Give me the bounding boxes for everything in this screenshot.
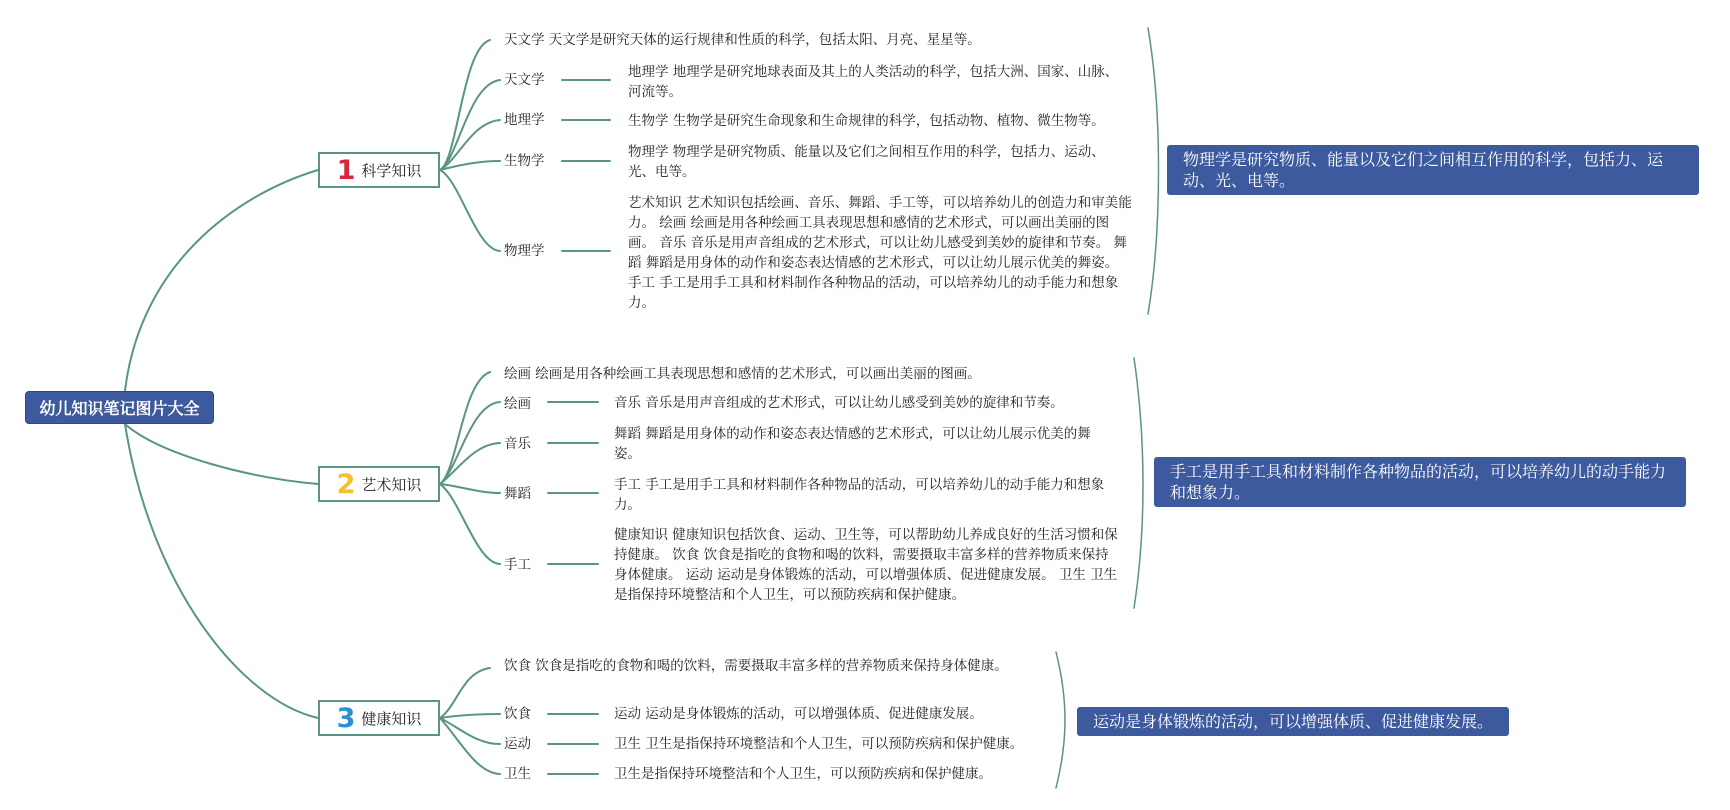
leaf-description[interactable]: 物理学 物理学是研究物质、能量以及它们之间相互作用的科学，包括力、运动、光、电等。	[628, 144, 1105, 180]
leaf-name[interactable]: 舞蹈	[504, 486, 531, 502]
leaf-name[interactable]: 手工	[504, 557, 531, 573]
root-node[interactable]: 幼儿知识笔记图片大全	[25, 391, 214, 424]
leaf-description[interactable]: 卫生是指保持环境整洁和个人卫生，可以预防疾病和保护健康。	[614, 766, 992, 782]
leaf-name[interactable]: 卫生	[504, 766, 531, 782]
leaf-name[interactable]: 运动	[504, 736, 531, 752]
leaf-top-text[interactable]: 天文学 天文学是研究天体的运行规律和性质的科学，包括太阳、月亮、星星等。	[504, 32, 981, 48]
summary-box-1[interactable]: 物理学是研究物质、能量以及它们之间相互作用的科学，包括力、运动、光、电等。	[1167, 145, 1699, 195]
root-to-branch-2	[125, 424, 318, 484]
bracket-2	[1134, 358, 1143, 608]
branch-label: 健康知识	[361, 709, 422, 728]
leaf-description[interactable]: 生物学 生物学是研究生命现象和生命规律的科学，包括动物、植物、微生物等。	[628, 113, 1105, 129]
leaf-description[interactable]: 地理学 地理学是研究地球表面及其上的人类活动的科学，包括大洲、国家、山脉、河流等。	[628, 64, 1119, 100]
number-marker: 1	[336, 154, 356, 186]
branch-node-3[interactable]	[318, 700, 440, 736]
leaf-description[interactable]: 健康知识 健康知识包括饮食、运动、卫生等，可以帮助幼儿养成良好的生活习惯和保持健康。 饮食 饮食是指吃的食物和喝的饮料，需要摄取丰富多样的营养物质来保持身体健康。 运动 运动是身体锻炼的活动，可以增强体质、促进健康发展。 卫生 卫生是指保持环境整洁和个人卫生，可以预防疾病和保护健康。	[614, 527, 1118, 603]
root-to-branch-3	[125, 424, 318, 718]
branch-node-1[interactable]	[318, 152, 440, 188]
branch-node-2[interactable]	[318, 466, 440, 502]
leaf-name[interactable]: 天文学	[504, 72, 545, 88]
branch-label: 艺术知识	[361, 475, 422, 494]
leaf-name[interactable]: 音乐	[504, 436, 531, 452]
number-marker: 2	[336, 468, 356, 500]
leaf-top-text[interactable]: 饮食 饮食是指吃的食物和喝的饮料，需要摄取丰富多样的营养物质来保持身体健康。	[504, 658, 1008, 674]
leaf-name[interactable]: 物理学	[504, 243, 545, 259]
leaf-description[interactable]: 手工 手工是用手工具和材料制作各种物品的活动，可以培养幼儿的动手能力和想象力。	[614, 477, 1105, 513]
number-marker: 3	[336, 702, 356, 734]
root-to-branch-1	[125, 170, 318, 391]
leaf-description[interactable]: 音乐 音乐是用声音组成的艺术形式，可以让幼儿感受到美妙的旋律和节奏。	[614, 395, 1064, 411]
leaf-name[interactable]: 饮食	[504, 706, 531, 722]
leaf-name[interactable]: 绘画	[504, 396, 531, 412]
bracket-1	[1148, 28, 1159, 314]
leaf-name[interactable]: 生物学	[504, 153, 545, 169]
leaf-description[interactable]: 卫生 卫生是指保持环境整洁和个人卫生，可以预防疾病和保护健康。	[614, 736, 1024, 752]
leaf-description[interactable]: 艺术知识 艺术知识包括绘画、音乐、舞蹈、手工等，可以培养幼儿的创造力和审美能力。 绘画 绘画是用各种绘画工具表现思想和感情的艺术形式，可以画出美丽的图画。 音乐 音乐是用声音组成的艺术形式，可以让幼儿感受到美妙的旋律和节奏。 舞蹈 舞蹈是用身体的动作和姿态表达情感的艺术形式，可以让幼儿展示优美的舞姿。 手工 手工是用手工具和材料制作各种物品的活动，可以培养幼儿的动手能力和想象力。	[628, 195, 1132, 311]
leaf-name[interactable]: 地理学	[504, 112, 545, 128]
branch-label: 科学知识	[361, 161, 422, 180]
leaf-top-text[interactable]: 绘画 绘画是用各种绘画工具表现思想和感情的艺术形式，可以画出美丽的图画。	[504, 366, 981, 382]
leaf-description[interactable]: 舞蹈 舞蹈是用身体的动作和姿态表达情感的艺术形式，可以让幼儿展示优美的舞姿。	[614, 426, 1091, 462]
summary-box-2[interactable]: 手工是用手工具和材料制作各种物品的活动，可以培养幼儿的动手能力和想象力。	[1154, 457, 1686, 507]
leaf-description[interactable]: 运动 运动是身体锻炼的活动，可以增强体质、促进健康发展。	[614, 706, 983, 722]
summary-box-3[interactable]: 运动是身体锻炼的活动，可以增强体质、促进健康发展。	[1077, 707, 1509, 736]
bracket-3	[1056, 652, 1065, 788]
